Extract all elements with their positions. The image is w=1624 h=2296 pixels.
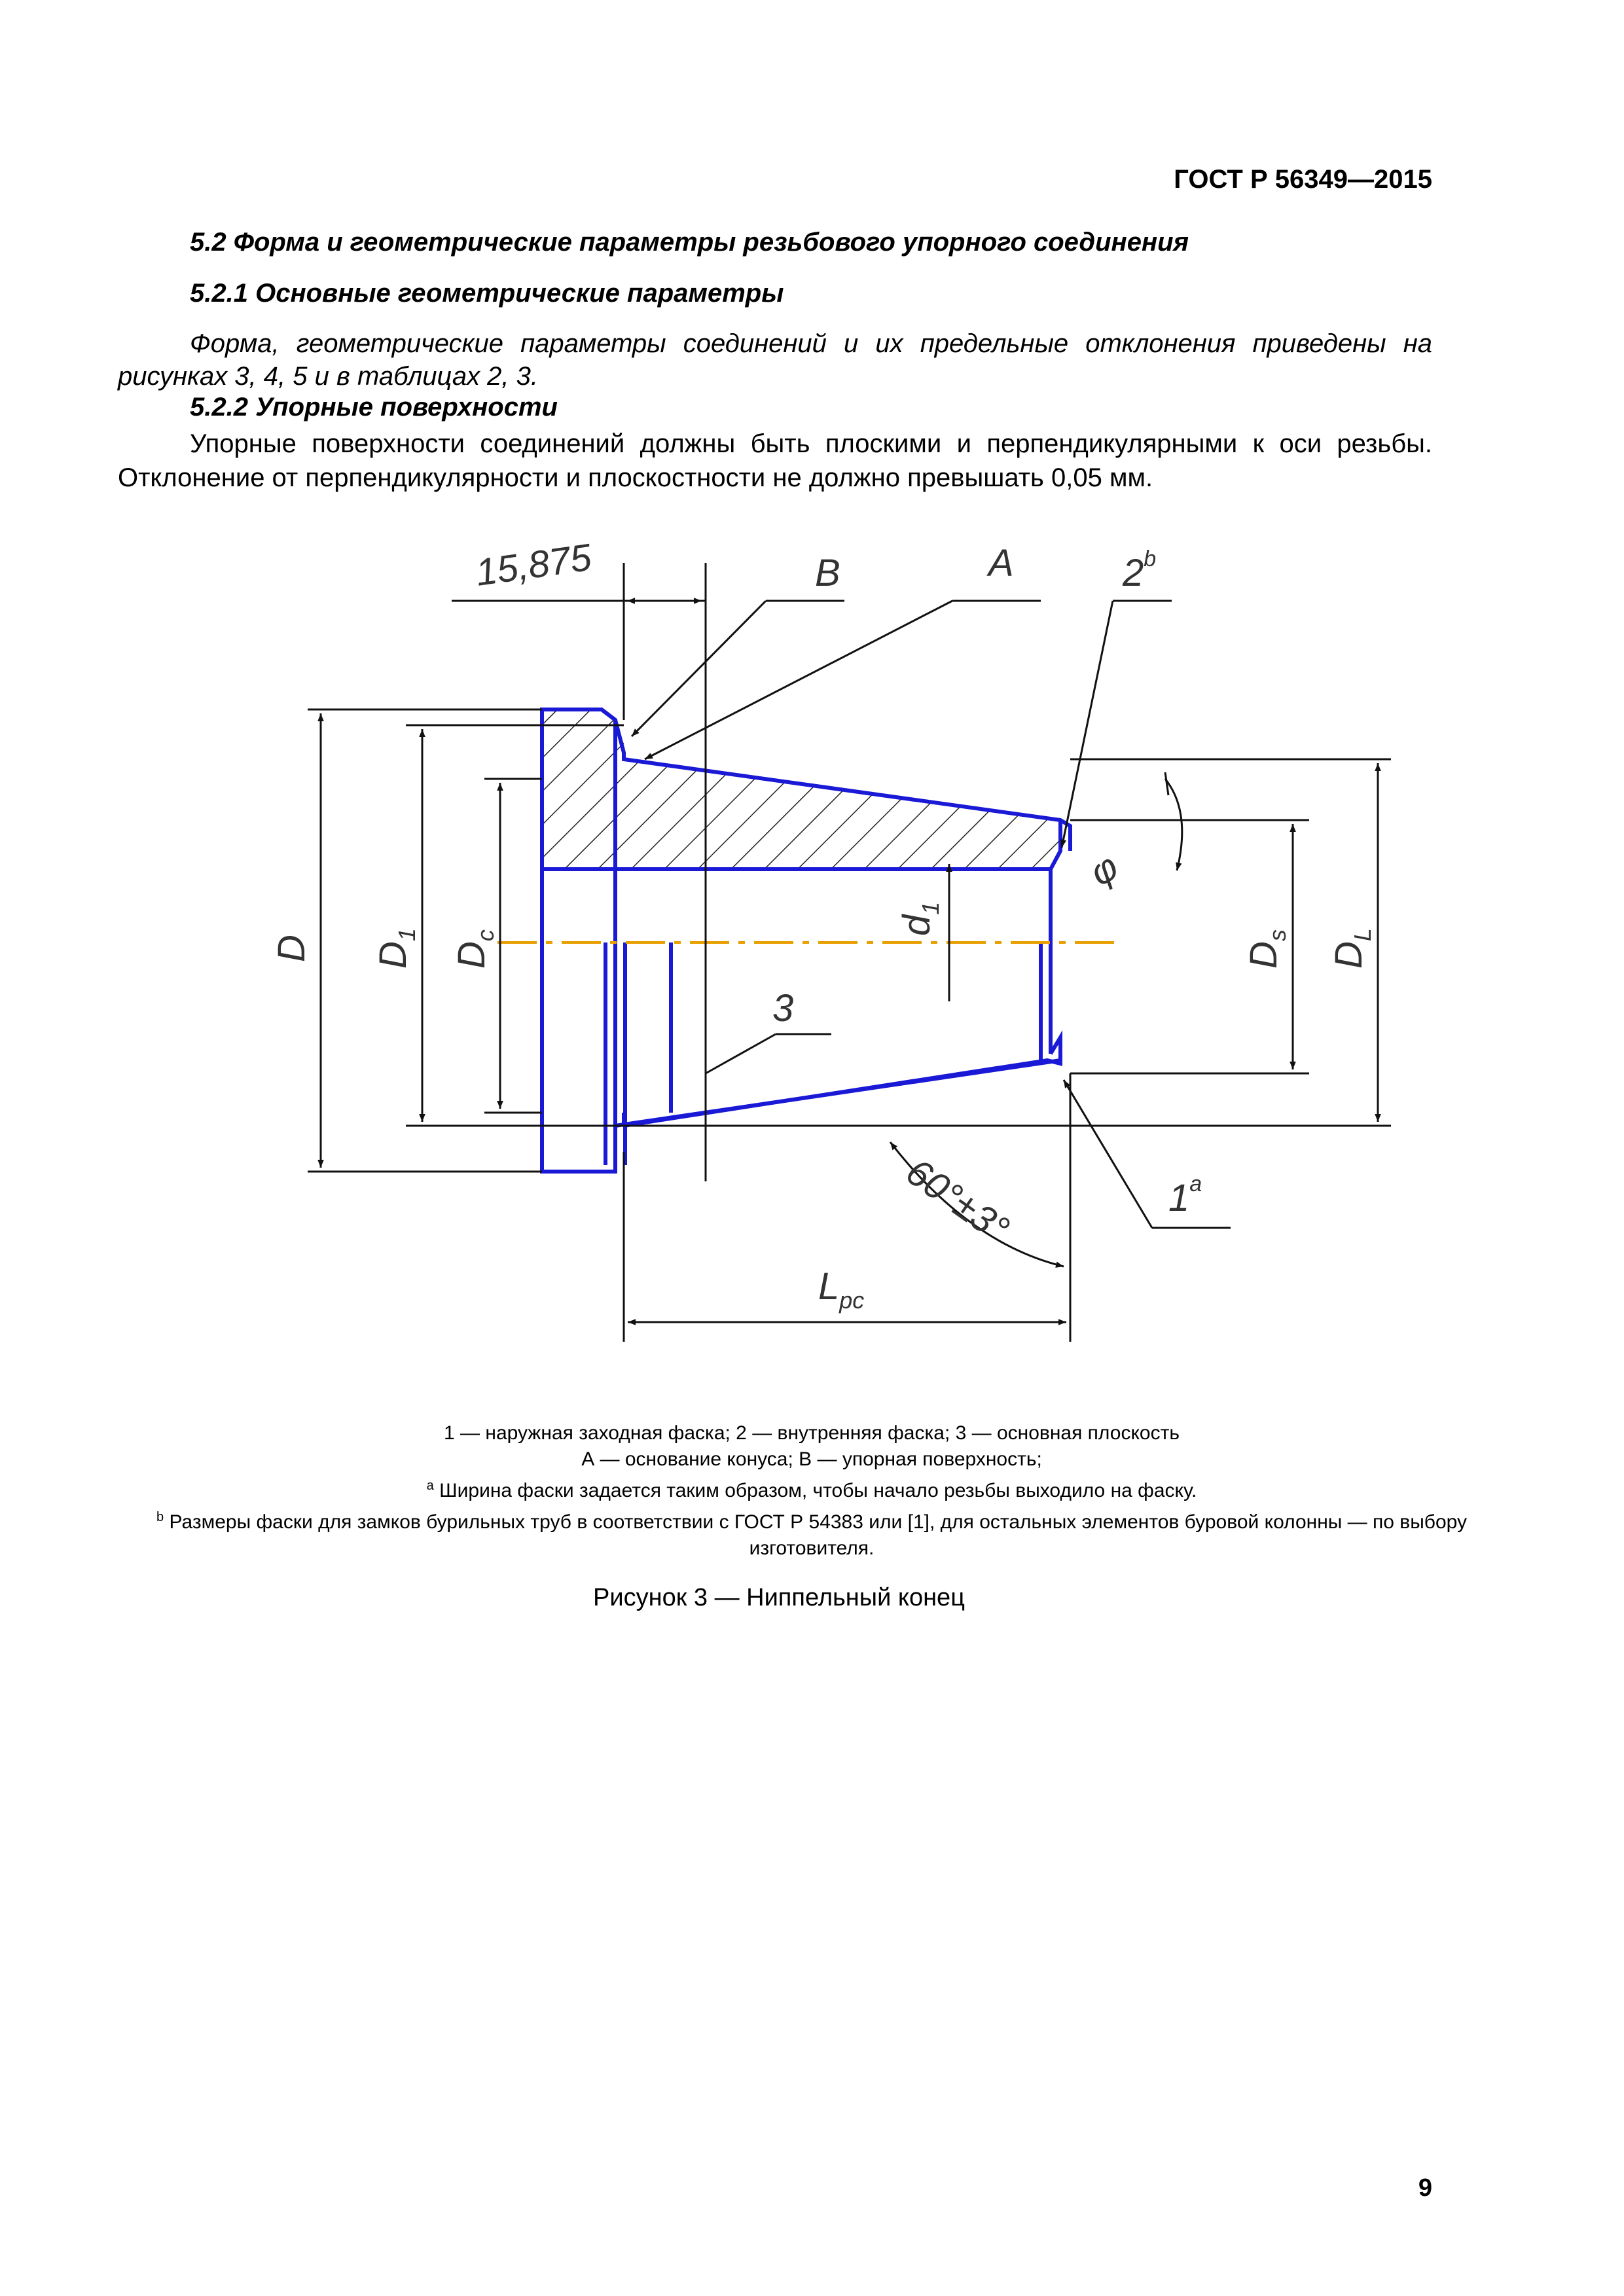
page-number: 9: [1418, 2174, 1432, 2202]
paragraph-surfaces: Упорные поверхности соединений должны быть плоскими и перпендикулярными к оси резьбы. Отклонение от перпендикулярности и плоскостности не должно превышать 0,05 мм.: [118, 429, 1432, 492]
label-ds: $D_s$: [1242, 929, 1291, 969]
label-angle: 60°±3°: [898, 1150, 1017, 1251]
label-phi: φ: [1083, 845, 1126, 895]
label-15875: 15,875: [473, 535, 594, 594]
subsection-title-geometry: 5.2.1 Основные геометрические параметры: [190, 279, 784, 308]
subsection-title-surfaces: 5.2.2 Упорные поверхности: [190, 393, 558, 422]
label-two: 2$^b$: [1123, 547, 1157, 594]
label-one: 1$^a$: [1168, 1172, 1202, 1219]
label-d: D: [270, 935, 313, 962]
note-line-4: $^b$ Размеры фаски для замков бурильных труб в соответствии с ГОСТ Р 54383 или [1], для остальных элементов буровой колонны — по выбору изготовителя.: [156, 1510, 1467, 1559]
label-lpc: $L_{pc}$: [818, 1265, 865, 1314]
paragraph-geometry: Форма, геометрические параметры соединений и их предельные отклонения приведены на рисунках 3, 4, 5 и в таблицах 2, 3.: [118, 329, 1432, 391]
label-small-d1: $d_1$: [895, 901, 944, 936]
standard-number: ГОСТ Р 56349—2015: [1174, 165, 1432, 194]
note-line-3: $^a$ Ширина фаски задается таким образом, чтобы начало резьбы выходило на фаску.: [426, 1479, 1197, 1501]
label-d1: $D_1$: [372, 928, 420, 969]
note-a-mark: a: [426, 1479, 434, 1493]
label-a: A: [988, 542, 1014, 584]
label-b: B: [815, 552, 840, 594]
note-b-mark: b: [156, 1510, 164, 1524]
label-dl: $D_L$: [1327, 928, 1376, 969]
drawing-labels: [270, 536, 1376, 1314]
note-line-2: А — основание конуса; В — упорная поверхность;: [581, 1448, 1042, 1470]
label-three: 3: [772, 987, 794, 1030]
figure-caption: Рисунок 3 — Ниппельный конец: [593, 1584, 965, 1611]
figure-notes: [131, 1420, 1492, 1562]
label-dc: $D_c$: [450, 929, 499, 969]
note-line-1: 1 — наружная заходная фаска; 2 — внутренняя фаска; 3 — основная плоскость: [444, 1422, 1180, 1444]
section-title: 5.2 Форма и геометрические параметры резьбового упорного соединения: [190, 228, 1189, 257]
